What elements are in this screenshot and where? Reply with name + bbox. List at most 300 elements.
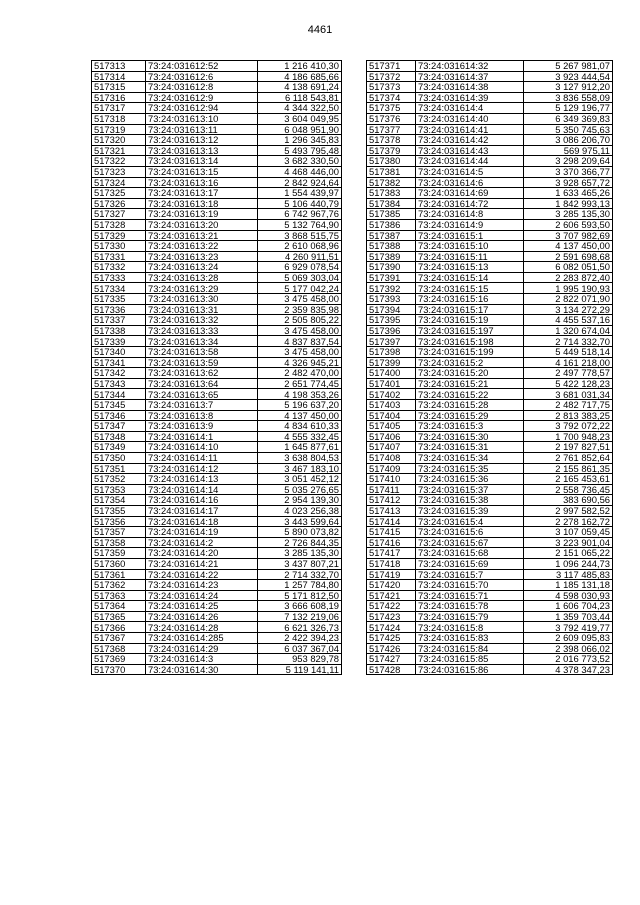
cadastral-number-cell: 73:24:031615:4 [416,516,524,527]
value-cell: 6 742 967,76 [258,209,342,220]
table-row [92,124,342,135]
cadastral-number-cell: 73:24:031614:12 [146,463,258,474]
value-cell: 4 598 030,93 [524,590,613,601]
cadastral-number-cell: 73:24:031613:19 [146,209,258,220]
cadastral-number-cell: 73:24:031614:29 [146,643,258,654]
value-cell: 4 834 610,33 [258,421,342,432]
table-row [367,315,613,326]
value-cell: 4 468 446,00 [258,166,342,177]
cadastral-number-cell: 73:24:031614:25 [146,601,258,612]
cadastral-number-cell: 73:24:031613:64 [146,378,258,389]
row-number-cell: 517423 [367,611,416,622]
table-row [367,505,613,516]
cadastral-number-cell: 73:24:031613:33 [146,325,258,336]
row-number-cell: 517371 [367,61,416,72]
row-number-cell: 517403 [367,400,416,411]
row-number-cell: 517427 [367,654,416,665]
table-row [92,580,342,591]
cadastral-number-cell: 73:24:031613:59 [146,357,258,368]
row-number-cell: 517386 [367,219,416,230]
row-number-cell: 517352 [92,474,146,485]
value-cell: 1 320 674,04 [524,325,613,336]
value-cell: 3 051 452,12 [258,474,342,485]
table-row [92,198,342,209]
cadastral-number-cell: 73:24:031614:4 [416,103,524,114]
table-row [367,92,613,103]
value-cell: 5 069 303,04 [258,272,342,283]
cadastral-number-cell: 73:24:031613:34 [146,336,258,347]
value-cell: 5 890 073,82 [258,527,342,538]
value-cell: 4 260 911,51 [258,251,342,262]
table-row [367,664,613,675]
cadastral-number-cell: 73:24:031615:22 [416,389,524,400]
value-cell: 2 714 332,70 [524,336,613,347]
value-cell: 2 165 453,61 [524,474,613,485]
row-number-cell: 517428 [367,664,416,675]
cadastral-number-cell: 73:24:031613:23 [146,251,258,262]
table-row [367,378,613,389]
row-number-cell: 517336 [92,304,146,315]
cadastral-number-cell: 73:24:031614:20 [146,548,258,559]
row-number-cell: 517368 [92,643,146,654]
value-cell: 2 651 774,45 [258,378,342,389]
cadastral-number-cell: 73:24:031615:19 [416,315,524,326]
table-row [367,71,613,82]
table-row [367,325,613,336]
table-row [92,219,342,230]
table-row [92,304,342,315]
cadastral-number-cell: 73:24:031614:1 [146,431,258,442]
value-cell: 5 177 042,24 [258,283,342,294]
value-cell: 2 558 736,45 [524,484,613,495]
row-number-cell: 517366 [92,622,146,633]
row-number-cell: 517314 [92,71,146,82]
value-cell: 3 604 049,95 [258,113,342,124]
cadastral-number-cell: 73:24:031615:11 [416,251,524,262]
row-number-cell: 517341 [92,357,146,368]
row-number-cell: 517350 [92,452,146,463]
cadastral-number-cell: 73:24:031613:15 [146,166,258,177]
cadastral-number-cell: 73:24:031614:72 [416,198,524,209]
row-number-cell: 517419 [367,569,416,580]
cadastral-number-cell: 73:24:031613:21 [146,230,258,241]
table-row [92,82,342,93]
table-row [92,622,342,633]
value-cell: 5 119 141,11 [258,664,342,675]
table-row [367,251,613,262]
table-row [92,166,342,177]
cadastral-number-cell: 73:24:031615:31 [416,442,524,453]
value-cell: 2 954 139,30 [258,495,342,506]
cadastral-number-cell: 73:24:031613:20 [146,219,258,230]
cadastral-number-cell: 73:24:031614:5 [416,166,524,177]
table-row [367,262,613,273]
row-number-cell: 517390 [367,262,416,273]
cadastral-number-cell: 73:24:031614:30 [146,664,258,675]
row-number-cell: 517351 [92,463,146,474]
table-row [367,347,613,358]
value-cell: 3 792 072,22 [524,421,613,432]
row-number-cell: 517410 [367,474,416,485]
row-number-cell: 517316 [92,92,146,103]
table-row [92,135,342,146]
value-cell: 2 155 861,35 [524,463,613,474]
row-number-cell: 517416 [367,537,416,548]
table-row [367,463,613,474]
cadastral-number-cell: 73:24:031613:14 [146,156,258,167]
row-number-cell: 517418 [367,558,416,569]
table-row [92,643,342,654]
value-cell: 7 132 219,06 [258,611,342,622]
row-number-cell: 517398 [367,347,416,358]
value-cell: 3 370 366,77 [524,166,613,177]
table-row [92,474,342,485]
value-cell: 4 837 837,54 [258,336,342,347]
cadastral-number-cell: 73:24:031615:17 [416,304,524,315]
table-row [92,357,342,368]
table-row [92,368,342,379]
row-number-cell: 517393 [367,294,416,305]
value-cell: 383 690,56 [524,495,613,506]
table-row [367,643,613,654]
cadastral-number-cell: 73:24:031615:1 [416,230,524,241]
table-row [92,569,342,580]
row-number-cell: 517340 [92,347,146,358]
row-number-cell: 517360 [92,558,146,569]
value-cell: 6 082 051,50 [524,262,613,273]
value-cell: 2 497 778,57 [524,368,613,379]
row-number-cell: 517318 [92,113,146,124]
row-number-cell: 517412 [367,495,416,506]
row-number-cell: 517397 [367,336,416,347]
table-row [367,198,613,209]
cadastral-number-cell: 73:24:031613:16 [146,177,258,188]
table-row [367,177,613,188]
value-cell: 4 186 685,66 [258,71,342,82]
table-row [92,336,342,347]
cadastral-number-cell: 73:24:031613:24 [146,262,258,273]
cadastral-number-cell: 73:24:031615:78 [416,601,524,612]
cadastral-number-cell: 73:24:031614:2 [146,537,258,548]
value-cell: 5 422 128,23 [524,378,613,389]
cadastral-number-cell: 73:24:031613:8 [146,410,258,421]
table-row [92,188,342,199]
cadastral-number-cell: 73:24:031615:35 [416,463,524,474]
table-row [367,113,613,124]
table-row [367,219,613,230]
value-cell: 2 813 383,25 [524,410,613,421]
table-row [367,230,613,241]
row-number-cell: 517415 [367,527,416,538]
value-cell: 3 437 807,21 [258,558,342,569]
row-number-cell: 517363 [92,590,146,601]
row-number-cell: 517354 [92,495,146,506]
row-number-cell: 517411 [367,484,416,495]
value-cell: 4 555 332,45 [258,431,342,442]
cadastral-number-cell: 73:24:031612:52 [146,61,258,72]
row-number-cell: 517330 [92,241,146,252]
cadastral-number-cell: 73:24:031613:18 [146,198,258,209]
value-cell: 2 151 065,22 [524,548,613,559]
row-number-cell: 517391 [367,272,416,283]
cadastral-number-cell: 73:24:031615:28 [416,400,524,411]
cadastral-number-cell: 73:24:031612:94 [146,103,258,114]
cadastral-number-cell: 73:24:031615:15 [416,283,524,294]
value-cell: 5 106 440,79 [258,198,342,209]
row-number-cell: 517320 [92,135,146,146]
row-number-cell: 517337 [92,315,146,326]
table-row [367,633,613,644]
value-cell: 3 117 485,83 [524,569,613,580]
row-number-cell: 517384 [367,198,416,209]
row-number-cell: 517361 [92,569,146,580]
value-cell: 4 455 537,16 [524,315,613,326]
row-number-cell: 517329 [92,230,146,241]
cadastral-number-cell: 73:24:031614:26 [146,611,258,622]
row-number-cell: 517407 [367,442,416,453]
table-row [92,452,342,463]
row-number-cell: 517323 [92,166,146,177]
table-row [92,156,342,167]
row-number-cell: 517335 [92,294,146,305]
row-number-cell: 517321 [92,145,146,156]
cadastral-number-cell: 73:24:031615:16 [416,294,524,305]
cadastral-number-cell: 73:24:031615:21 [416,378,524,389]
value-cell: 3 836 558,09 [524,92,613,103]
table-row [92,442,342,453]
table-row [92,400,342,411]
row-number-cell: 517348 [92,431,146,442]
table-row [367,336,613,347]
cadastral-number-cell: 73:24:031614:6 [416,177,524,188]
right-table [366,60,613,675]
table-row [367,389,613,400]
value-cell: 1 359 703,44 [524,611,613,622]
table-row [367,580,613,591]
cadastral-number-cell: 73:24:031614:21 [146,558,258,569]
value-cell: 2 359 835,98 [258,304,342,315]
table-row [367,304,613,315]
cadastral-number-cell: 73:24:031615:67 [416,537,524,548]
cadastral-number-cell: 73:24:031613:9 [146,421,258,432]
cadastral-number-cell: 73:24:031613:65 [146,389,258,400]
value-cell: 3 868 515,75 [258,230,342,241]
value-cell: 5 267 981,07 [524,61,613,72]
table-row [92,516,342,527]
value-cell: 6 118 543,81 [258,92,342,103]
cadastral-number-cell: 73:24:031615:30 [416,431,524,442]
cadastral-number-cell: 73:24:031613:31 [146,304,258,315]
row-number-cell: 517408 [367,452,416,463]
cadastral-number-cell: 73:24:031615:70 [416,580,524,591]
table-row [367,209,613,220]
table-row [92,410,342,421]
value-cell: 5 171 812,50 [258,590,342,601]
row-number-cell: 517334 [92,283,146,294]
cadastral-number-cell: 73:24:031614:37 [416,71,524,82]
value-cell: 4 138 691,24 [258,82,342,93]
cadastral-number-cell: 73:24:031614:43 [416,145,524,156]
row-number-cell: 517313 [92,61,146,72]
cadastral-number-cell: 73:24:031614:41 [416,124,524,135]
table-row [92,71,342,82]
table-row [367,421,613,432]
value-cell: 3 134 272,29 [524,304,613,315]
table-row [92,315,342,326]
table-row [367,188,613,199]
table-row [367,431,613,442]
table-row [367,611,613,622]
value-cell: 1 633 465,26 [524,188,613,199]
row-number-cell: 517362 [92,580,146,591]
table-row [92,611,342,622]
row-number-cell: 517364 [92,601,146,612]
table-row [92,92,342,103]
row-number-cell: 517422 [367,601,416,612]
cadastral-number-cell: 73:24:031615:13 [416,262,524,273]
cadastral-number-cell: 73:24:031613:62 [146,368,258,379]
table-row [367,400,613,411]
value-cell: 2 422 394,23 [258,633,342,644]
row-number-cell: 517413 [367,505,416,516]
cadastral-number-cell: 73:24:031615:79 [416,611,524,622]
value-cell: 3 682 330,50 [258,156,342,167]
table-row [92,558,342,569]
value-cell: 2 482 470,00 [258,368,342,379]
row-number-cell: 517345 [92,400,146,411]
value-cell: 1 185 131,18 [524,580,613,591]
table-row [92,590,342,601]
row-number-cell: 517376 [367,113,416,124]
value-cell: 1 995 190,93 [524,283,613,294]
row-number-cell: 517417 [367,548,416,559]
left-table [91,60,342,675]
value-cell: 3 285 135,30 [258,548,342,559]
row-number-cell: 517375 [367,103,416,114]
row-number-cell: 517387 [367,230,416,241]
row-number-cell: 517389 [367,251,416,262]
cadastral-number-cell: 73:24:031615:36 [416,474,524,485]
row-number-cell: 517346 [92,410,146,421]
value-cell: 4 137 450,00 [258,410,342,421]
page-number: 4461 [307,24,333,36]
row-number-cell: 517372 [367,71,416,82]
cadastral-number-cell: 73:24:031615:199 [416,347,524,358]
value-cell: 3 127 912,20 [524,82,613,93]
cadastral-number-cell: 73:24:031615:34 [416,452,524,463]
value-cell: 4 326 945,21 [258,357,342,368]
row-number-cell: 517426 [367,643,416,654]
row-number-cell: 517385 [367,209,416,220]
row-number-cell: 517358 [92,537,146,548]
cadastral-number-cell: 73:24:031615:198 [416,336,524,347]
table-row [92,463,342,474]
cadastral-number-cell: 73:24:031614:38 [416,82,524,93]
cadastral-number-cell: 73:24:031613:58 [146,347,258,358]
row-number-cell: 517355 [92,505,146,516]
cadastral-number-cell: 73:24:031613:10 [146,113,258,124]
row-number-cell: 517401 [367,378,416,389]
row-number-cell: 517400 [367,368,416,379]
value-cell: 3 638 804,53 [258,452,342,463]
table-row [92,527,342,538]
table-row [92,241,342,252]
value-cell: 2 726 844,35 [258,537,342,548]
row-number-cell: 517347 [92,421,146,432]
row-number-cell: 517317 [92,103,146,114]
table-row [367,590,613,601]
cadastral-number-cell: 73:24:031613:11 [146,124,258,135]
value-cell: 1 645 877,61 [258,442,342,453]
value-cell: 1 216 410,30 [258,61,342,72]
row-number-cell: 517399 [367,357,416,368]
value-cell: 2 016 773,52 [524,654,613,665]
cadastral-number-cell: 73:24:031615:2 [416,357,524,368]
row-number-cell: 517421 [367,590,416,601]
table-row [367,558,613,569]
value-cell: 2 997 582,52 [524,505,613,516]
table-row [92,61,342,72]
value-cell: 2 278 162,72 [524,516,613,527]
table-row [367,410,613,421]
table-row [367,283,613,294]
table-row [367,622,613,633]
value-cell: 5 035 276,65 [258,484,342,495]
value-cell: 953 829,78 [258,654,342,665]
table-row [92,113,342,124]
row-number-cell: 517369 [92,654,146,665]
cadastral-number-cell: 73:24:031615:39 [416,505,524,516]
cadastral-number-cell: 73:24:031613:22 [146,241,258,252]
row-number-cell: 517396 [367,325,416,336]
cadastral-number-cell: 73:24:031615:7 [416,569,524,580]
cadastral-number-cell: 73:24:031615:10 [416,241,524,252]
table-row [92,177,342,188]
cadastral-number-cell: 73:24:031613:32 [146,315,258,326]
value-cell: 1 096 244,73 [524,558,613,569]
table-row [367,495,613,506]
row-number-cell: 517353 [92,484,146,495]
row-number-cell: 517333 [92,272,146,283]
table-row [92,230,342,241]
cadastral-number-cell: 73:24:031615:86 [416,664,524,675]
value-cell: 2 714 332,70 [258,569,342,580]
row-number-cell: 517322 [92,156,146,167]
cadastral-number-cell: 73:24:031614:28 [146,622,258,633]
cadastral-number-cell: 73:24:031614:3 [146,654,258,665]
cadastral-number-cell: 73:24:031614:19 [146,527,258,538]
value-cell: 5 493 795,48 [258,145,342,156]
value-cell: 5 196 637,20 [258,400,342,411]
row-number-cell: 517378 [367,135,416,146]
cadastral-number-cell: 73:24:031615:68 [416,548,524,559]
value-cell: 5 350 745,63 [524,124,613,135]
value-cell: 3 666 608,19 [258,601,342,612]
row-number-cell: 517326 [92,198,146,209]
table-row [92,495,342,506]
cadastral-number-cell: 73:24:031615:69 [416,558,524,569]
cadastral-number-cell: 73:24:031613:7 [146,400,258,411]
row-number-cell: 517395 [367,315,416,326]
cadastral-number-cell: 73:24:031613:29 [146,283,258,294]
cadastral-number-cell: 73:24:031614:14 [146,484,258,495]
value-cell: 5 449 518,14 [524,347,613,358]
table-row [92,654,342,665]
value-cell: 2 505 805,22 [258,315,342,326]
cadastral-number-cell: 73:24:031614:8 [416,209,524,220]
row-number-cell: 517344 [92,389,146,400]
value-cell: 3 475 458,00 [258,325,342,336]
